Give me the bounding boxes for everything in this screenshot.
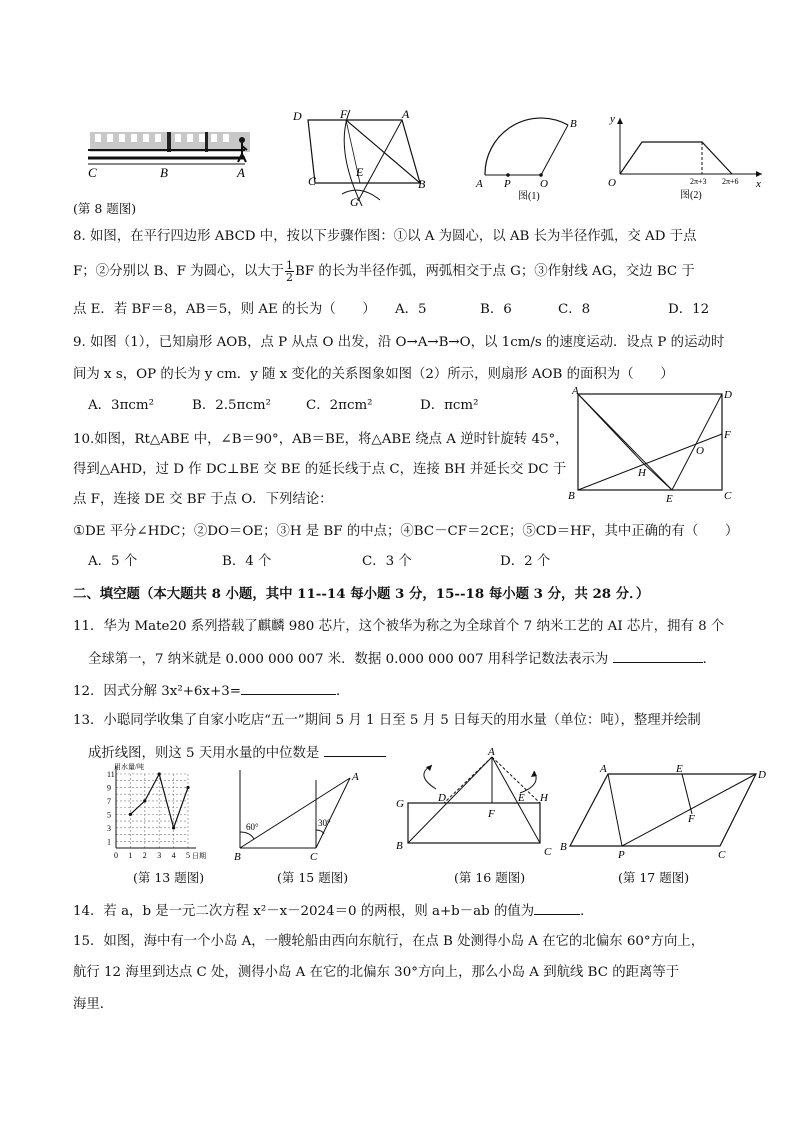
data-point [186,786,189,789]
x-tick-label: 5 [186,851,190,860]
q8-line1: 8. 如图，在平行四边形 ABCD 中，按以下步骤作图：①以 A 为圆心，以 AB 长为半径作弧，交 AD 于点 [73,229,697,244]
q15-line3: 海里． [73,997,114,1012]
q13-answer-blank[interactable] [324,742,386,757]
q9-line1: 9. 如图（1），已知扇形 AOB，点 P 从点 O 出发，沿 O→A→B→O，以 1cm/s 的速度运动．设点 P 的运动时 [73,335,725,350]
q10-fig-h: H [638,467,646,479]
q10-line3: 点 F，连接 DE 交 BF 于点 O．下列结论： [73,492,333,507]
x-tick-label: 2 [142,851,147,860]
f15-angle-30: 30° [318,818,331,828]
y-tick-label: 11 [107,770,115,779]
q12-line: 12．因式分解 3x²+6x+3= ． [73,680,349,702]
q9-line2: 间为 x s，OP 的长为 y cm．y 随 x 变化的关系图象如图（2）所示，则扇形 AOB 的面积为（ ） [73,367,674,382]
f17-label-f: F [688,813,695,825]
q10-fig-e: E [666,493,673,505]
q11-line2: 全球第一，7 纳米就是 0.000 000 007 米．数据 0.000 000 007 用科学记数法表示为 ． [88,648,716,670]
x-tick-label: 3 [157,851,162,860]
para8-label-a: A [402,107,410,121]
q8-line2 [73,260,695,283]
f16-label-a: A [488,746,495,758]
q9-option-b: B．2.5πcm² [192,398,271,413]
q14-line: 14．若 a，b 是一元二次方程 x²－x－2024＝0 的两根，则 a+b－ab 的值为 ． [73,900,594,922]
caption-15: (第 15 题图) [277,870,349,885]
q10-fig-f: F [724,429,731,441]
chart-ylabel: 用水量/吨 [114,763,144,771]
f15-label-a: A [352,771,359,783]
f17-label-a: A [600,763,607,775]
x-tick-label: 4 [171,851,176,860]
sector-label-p: P [504,178,511,190]
q10-line2: 得到△AHD，过 D 作 DC⊥BE 交 BE 的延长线于点 C，连接 BH 并延长交 DC 于 [73,462,567,477]
y-tick-label: 1 [107,837,111,847]
q8-option-d: D．12 [668,302,710,317]
graph-label-origin: O [608,177,616,189]
f17-label-d: D [758,769,766,781]
q10-option-a: A．5 个 [88,554,138,569]
water-usage-line-chart [100,760,220,870]
f17-label-p: P [618,849,625,861]
f15-angle-60: 60° [246,822,259,832]
figure-q17 [560,762,770,862]
para8-label-b: B [418,177,426,191]
q11-line1: 11．华为 Mate20 系列搭载了麒麟 980 芯片，这个被华为称之为全球首个 7 纳米工艺的 AI 芯片，拥有 8 个 [73,619,725,634]
q8-figure-caption: (第 8 题图) [73,201,137,216]
data-point [143,799,146,802]
data-point [129,813,132,816]
f17-label-b: B [560,841,567,853]
q8-option-b: B．6 [480,302,512,317]
x-tick-label: 0 [114,851,118,860]
q9-option-d: D．πcm² [420,398,479,413]
q10-fig-a: A [572,385,579,397]
f17-label-c: C [718,849,726,861]
q10-fig-b: B [568,490,575,502]
q15-line2: 航行 12 海里到达点 C 处，测得小岛 A 在它的北偏东 30°方向上，那么小岛 A 到航线 BC 的距离等于 [73,965,680,980]
f16-label-e: E [518,792,525,804]
data-point [172,826,175,829]
y-tick-label: 3 [107,823,111,833]
graph-label-x: x [756,178,761,190]
q10-option-d: D．2 个 [500,554,551,569]
figure-water-chart [100,760,220,870]
f16-label-b: B [396,840,403,852]
q10-fig-o: O [696,445,704,457]
graph-tick-1: 2π+3 [690,177,707,186]
q13-line2: 成折线图，则这 5 天用水量的中位数是 [88,742,386,764]
sector-label-a: A [476,178,483,190]
q10-fig-d: D [724,389,732,401]
figure-parallelogram-q8 [290,108,440,213]
q12-answer-blank[interactable] [241,680,336,695]
q8-line2-b: BF 的长为半径作弧，两弧相交于点 G；③作射线 AG，交边 BC 于 [295,264,695,279]
chart-xlabel: 日期 [192,852,206,860]
y-tick-label: 9 [107,783,111,793]
q15-line1: 15．如图，海中有一个小岛 A，一艘轮船由西向东航行，在点 B 处测得小岛 A 在它的北偏东 60°方向上， [73,934,705,949]
ruler-label-b: B [160,165,168,180]
f16-label-c: C [544,846,552,858]
caption-13: (第 13 题图) [133,870,205,885]
para8-label-e: E [356,165,364,179]
graph-label-y: y [610,113,615,125]
q8-line2-a: F；②分别以 B、F 为圆心，以大于 [73,264,285,279]
q10-fig-c: C [724,490,732,502]
q9-option-c: C．2πcm² [306,398,373,413]
f15-label-c: C [310,851,318,863]
q13-line1: 13．小聪同学收集了自家小吃店“五一”期间 5 月 1 日至 5 月 5 日每天的用水量（单位：吨），整理并绘制 [73,713,701,728]
figure-q10 [568,386,738,506]
ruler-label-a: A [237,165,245,180]
figure-q15 [230,760,370,865]
q10-option-b: B．4 个 [222,554,272,569]
q9-option-a: A．3πcm² [88,398,154,413]
ruler-label-c: C [88,165,97,180]
figure-motion-graph [600,112,770,207]
data-point [158,772,161,775]
f16-label-h: H [540,792,548,804]
para8-label-f: F [340,107,348,121]
q8-option-a: A．5 [395,302,427,317]
figure-ruler [85,120,255,185]
section-title: 二、填空题（本大题共 8 小题，其中 11--14 每小题 3 分，15--18 每小题 3 分，共 28 分．） [73,586,650,602]
caption-17: (第 17 题图) [618,870,690,885]
sector-label-b: B [570,118,577,130]
graph-tick-2: 2π+6 [722,177,739,186]
figure-sector [470,115,590,205]
q8-option-c: C．8 [558,302,591,317]
q14-answer-blank[interactable] [534,900,580,915]
q11-answer-blank[interactable] [613,648,703,663]
para8-label-c: C [308,174,317,188]
q10-line1: 10.如图，Rt△ABE 中，∠B＝90°，AB＝BE，将△ABE 绕点 A 逆时针旋转 45°， [73,432,569,447]
q10-line4: ①DE 平分∠HDC；②DO＝OE；③H 是 BF 的中点；④BC－CF＝2CE；⑤CD＝HF，其中正确的有（ ） [73,524,739,539]
y-tick-label: 5 [107,810,111,820]
graph-caption: 图(2) [680,190,702,201]
para8-label-d: D [293,109,302,123]
para8-label-g: G [350,195,359,209]
f16-label-f: F [488,808,495,820]
fraction-half: $\frac{1}{2}$ [286,259,294,284]
f16-label-g: G [396,798,404,810]
caption-16: (第 16 题图) [454,870,526,885]
x-tick-label: 1 [128,851,133,860]
f15-label-b: B [234,851,241,863]
q8-line3: 点 E．若 BF＝8，AB＝5，则 AE 的长为（ ） [73,302,376,317]
f17-label-e: E [676,763,683,775]
figure-q16 [392,745,557,860]
q10-option-c: C．3 个 [362,554,412,569]
sector-label-o: O [540,178,548,190]
f16-label-d: D [438,792,446,804]
sector-caption: 图(1) [518,191,540,202]
y-tick-label: 7 [107,796,111,806]
